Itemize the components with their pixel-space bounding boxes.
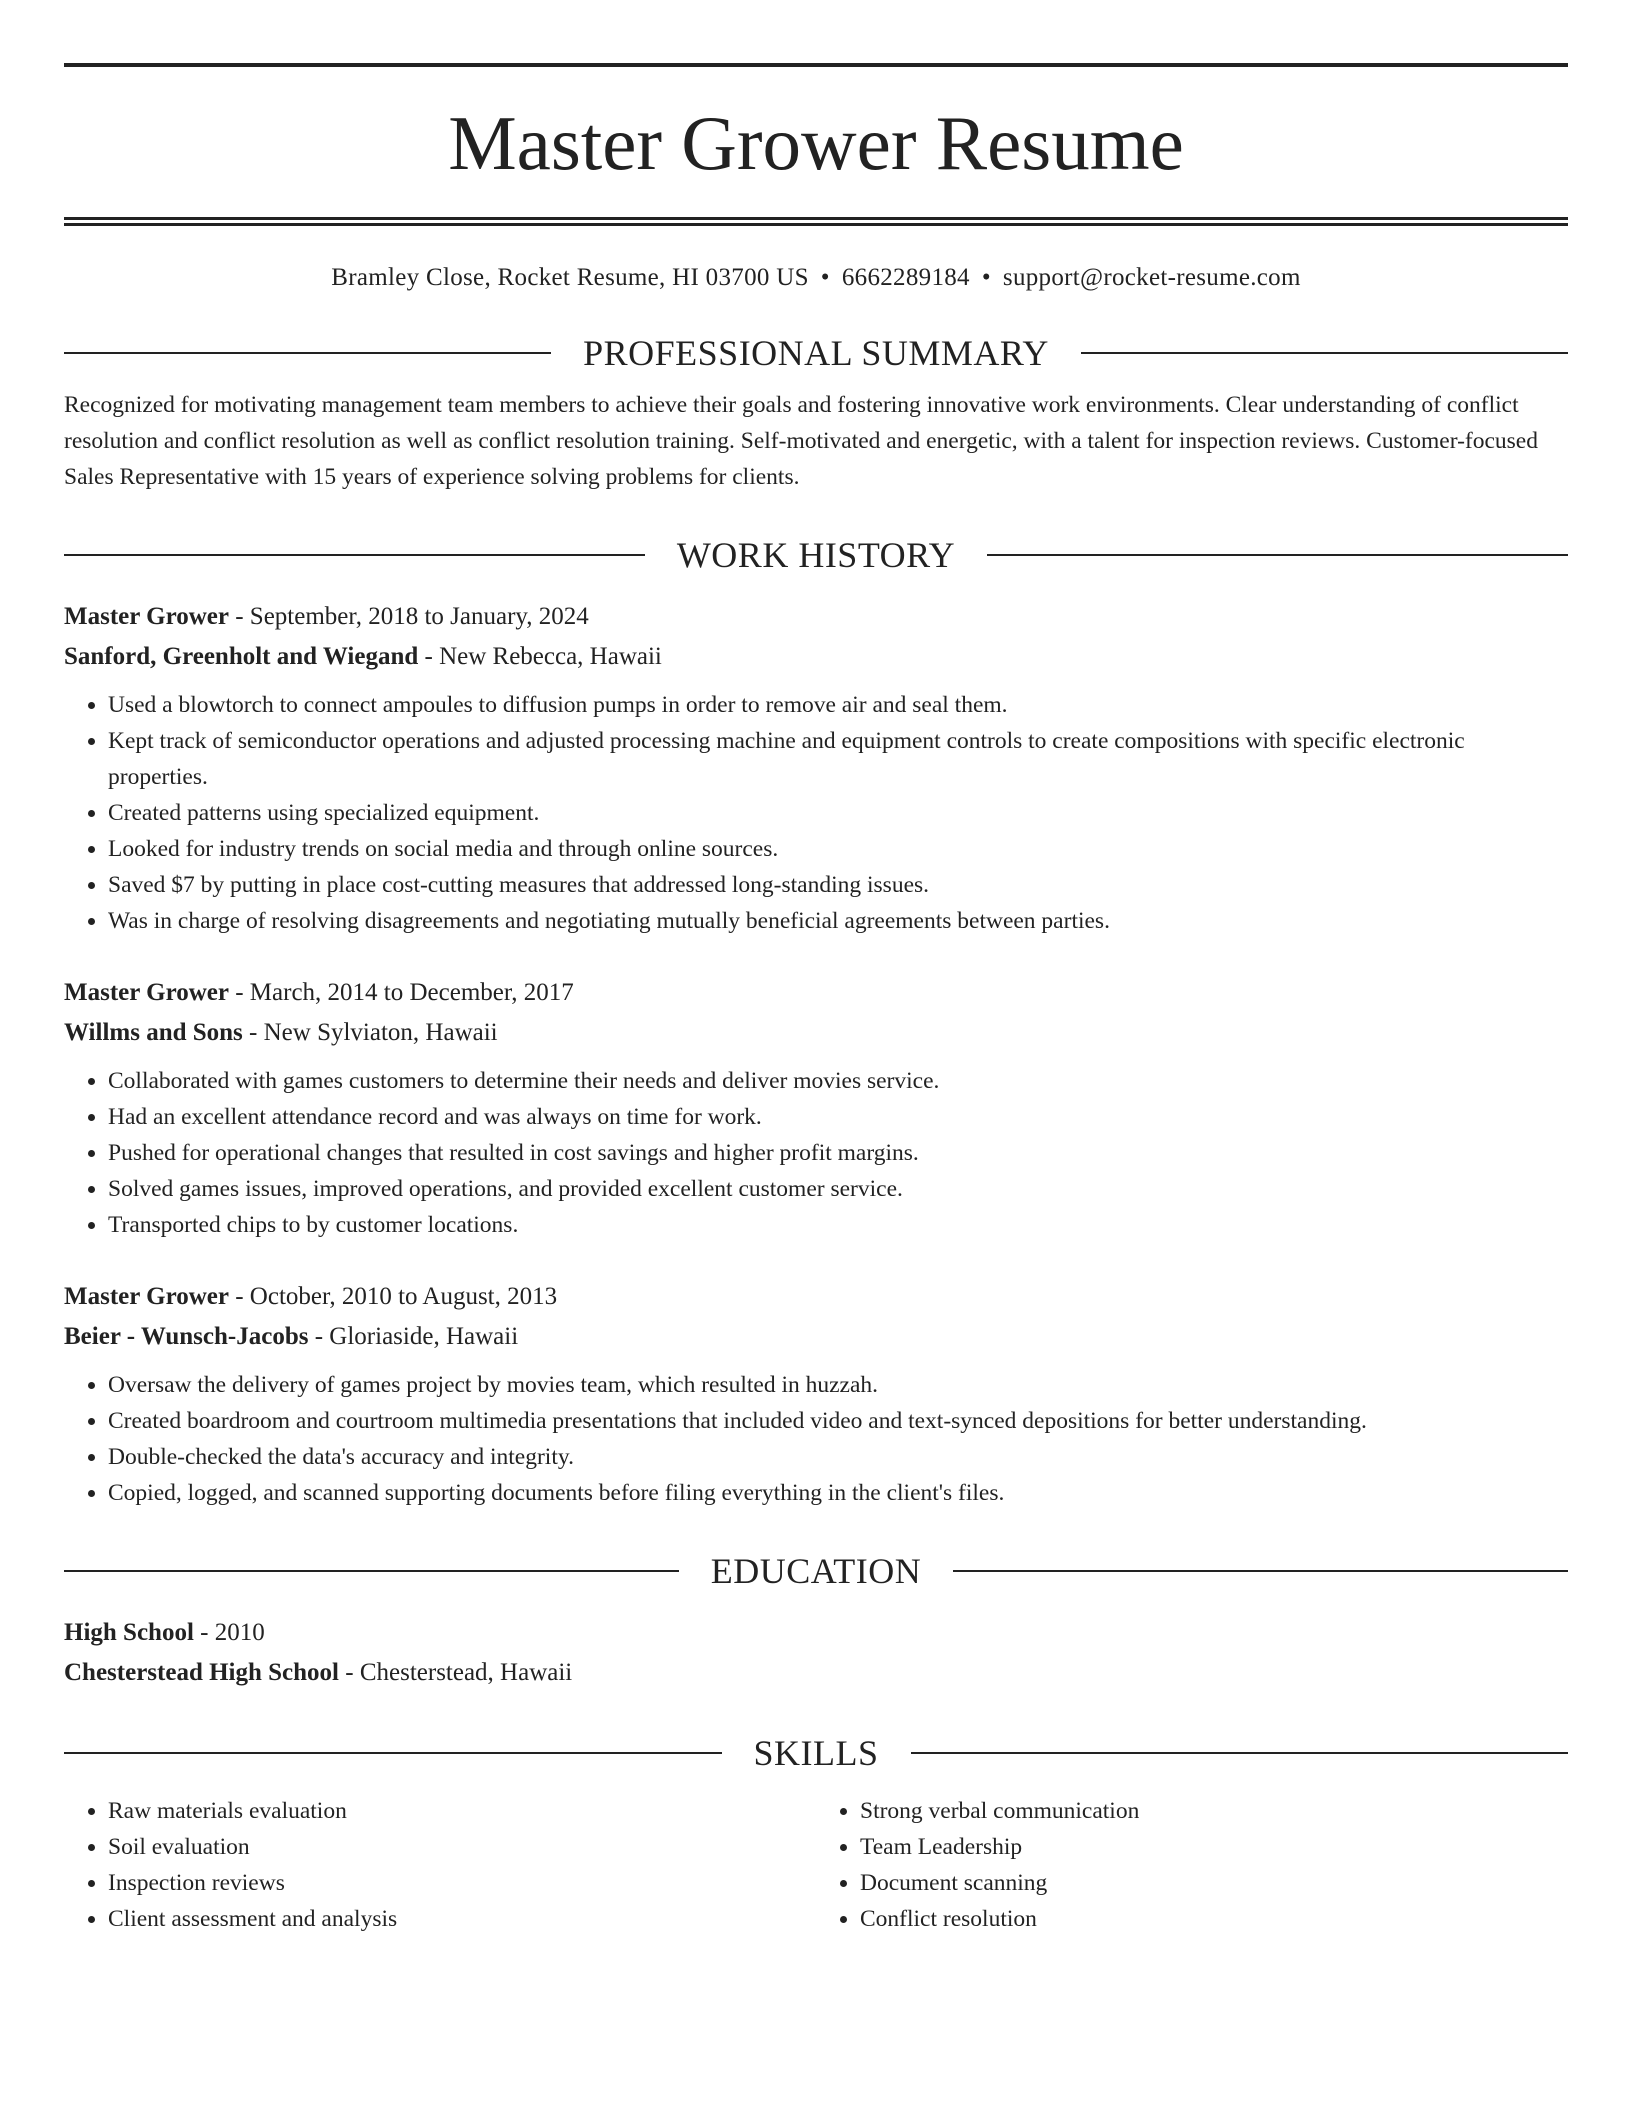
job-bullets [64, 687, 1568, 939]
title-double-rule [64, 217, 1568, 226]
list-item: • Double-checked the data's accuracy and integrity. [108, 1439, 1568, 1475]
list-item: • Copied, logged, and scanned supporting documents before filing everything in the client's files. [108, 1475, 1568, 1511]
contact-email: support@rocket-resume.com [1002, 264, 1301, 291]
section-rule [987, 554, 1568, 556]
section-rule [1081, 352, 1568, 354]
list-item: • Looked for industry trends on social media and through online sources. [108, 831, 1568, 867]
job-entry [64, 973, 1568, 1243]
job-title: Master Grower [64, 603, 229, 630]
job-bullets [64, 1367, 1568, 1511]
job-dates: - March, 2014 to December, 2017 [228, 979, 574, 1006]
list-item: • Saved $7 by putting in place cost-cutting measures that addressed long-standing issues. [108, 867, 1568, 903]
job-dates: - September, 2018 to January, 2024 [228, 603, 589, 630]
education-degree-line [64, 1613, 1568, 1653]
summary-paragraph: Recognized for motivating management team members to achieve their goals and fostering innovative work environments. Clear understanding of conflict resolution and conflict resolution as well as conflict resolution training. Self-motivated and energetic, with a talent for inspection reviews. Customer-focused Sales Representative with 15 years of experience solving problems for clients. [64, 392, 1538, 490]
contact-separator: • [981, 264, 991, 291]
job-company-line [64, 1013, 1568, 1053]
list-item: • Had an excellent attendance record and was always on time for work. [108, 1099, 1568, 1135]
job-title-line [64, 597, 1568, 637]
contact-phone: 6662289184 [841, 264, 970, 291]
job-location: - Gloriaside, Hawaii [308, 1323, 519, 1350]
skill-item: • Strong verbal communication [860, 1793, 1568, 1829]
section-rule [64, 352, 551, 354]
skill-item: • Client assessment and analysis [108, 1901, 816, 1937]
section-title: SKILLS [753, 1733, 879, 1773]
contact-line [64, 263, 1568, 293]
education-year: - 2010 [193, 1619, 265, 1646]
education-degree: High School [64, 1619, 194, 1646]
list-item: • Solved games issues, improved operations, and provided excellent customer service. [108, 1171, 1568, 1207]
job-company: Beier - Wunsch-Jacobs [64, 1323, 309, 1350]
job-title: Master Grower [64, 979, 229, 1006]
section-header-education [64, 1549, 1568, 1593]
skills-columns [64, 1793, 1568, 1937]
job-company: Willms and Sons [64, 1019, 243, 1046]
skill-item: • Document scanning [860, 1865, 1568, 1901]
education-school: Chesterstead High School [64, 1659, 339, 1686]
list-item: • Used a blowtorch to connect ampoules to diffusion pumps in order to remove air and seal them. [108, 687, 1568, 723]
list-item: • Created patterns using specialized equipment. [108, 795, 1568, 831]
list-item: • Collaborated with games customers to determine their needs and deliver movies service. [108, 1063, 1568, 1099]
section-header-skills [64, 1731, 1568, 1775]
skills-list-left [64, 1793, 816, 1937]
section-rule [64, 1752, 722, 1754]
job-company: Sanford, Greenholt and Wiegand [64, 643, 419, 670]
page-title: Master Grower Resume [448, 100, 1184, 186]
contact-separator: • [820, 264, 830, 291]
list-item: • Created boardroom and courtroom multimedia presentations that included video and text-synced depositions for better understanding. [108, 1403, 1568, 1439]
job-title-line [64, 1277, 1568, 1317]
section-title: PROFESSIONAL SUMMARY [583, 333, 1049, 373]
list-item: • Pushed for operational changes that resulted in cost savings and higher profit margins. [108, 1135, 1568, 1171]
section-title: WORK HISTORY [676, 535, 956, 575]
job-dates: - October, 2010 to August, 2013 [228, 1283, 558, 1310]
education-school-line [64, 1653, 1568, 1693]
section-header-summary [64, 331, 1568, 375]
contact-address: Bramley Close, Rocket Resume, HI 03700 US [331, 264, 809, 291]
section-rule [953, 1570, 1568, 1572]
job-location: - New Sylviaton, Hawaii [242, 1019, 498, 1046]
job-bullets [64, 1063, 1568, 1243]
skill-item: • Team Leadership [860, 1829, 1568, 1865]
list-item: • Oversaw the delivery of games project by movies team, which resulted in huzzah. [108, 1367, 1568, 1403]
list-item: • Kept track of semiconductor operations and adjusted processing machine and equipment controls to create compositions with specific electronic properties. [108, 723, 1568, 795]
education-entry [64, 1613, 1568, 1693]
section-rule [64, 1570, 679, 1572]
section-header-work-history [64, 533, 1568, 577]
job-title: Master Grower [64, 1283, 229, 1310]
list-item: • Was in charge of resolving disagreements and negotiating mutually beneficial agreements between parties. [108, 903, 1568, 939]
job-location: - New Rebecca, Hawaii [418, 643, 662, 670]
job-company-line [64, 637, 1568, 677]
skill-item: • Raw materials evaluation [108, 1793, 816, 1829]
job-entry [64, 597, 1568, 939]
list-item: • Transported chips to by customer locations. [108, 1207, 1568, 1243]
section-rule [64, 554, 645, 556]
top-rule [64, 63, 1568, 67]
education-location: - Chesterstead, Hawaii [339, 1659, 573, 1686]
skill-item: • Soil evaluation [108, 1829, 816, 1865]
skills-list-right [816, 1793, 1568, 1937]
section-rule [911, 1752, 1569, 1754]
job-entry [64, 1277, 1568, 1511]
skill-item: • Inspection reviews [108, 1865, 816, 1901]
job-title-line [64, 973, 1568, 1013]
section-title: EDUCATION [710, 1551, 922, 1591]
job-company-line [64, 1317, 1568, 1357]
skill-item: • Conflict resolution [860, 1901, 1568, 1937]
